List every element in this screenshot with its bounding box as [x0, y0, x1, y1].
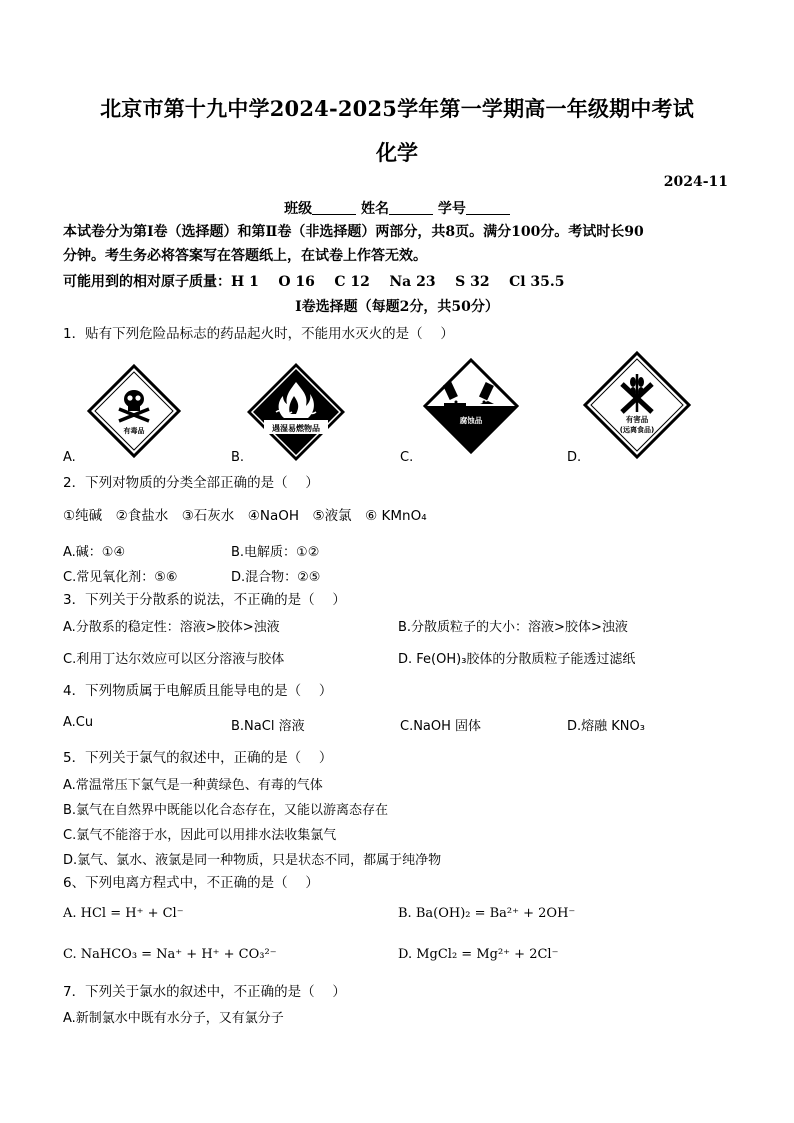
q5-option-d[interactable]: D.氯气、氯水、液氯是同一种物质，只是状态不同，都属于纯净物 — [63, 853, 442, 868]
q5-option-a[interactable]: A.常温常压下氯气是一种黄绿色、有毒的气体 — [63, 778, 323, 793]
q6-option-d[interactable]: D. MgCl₂ = Mg²⁺ + 2Cl⁻ — [398, 947, 559, 962]
q4-stem: 4．下列物质属于电解质且能导电的是（ ） — [63, 683, 333, 699]
q1-option-c[interactable]: C. — [400, 450, 414, 465]
q2-items: ①纯碱 ②食盐水 ③石灰水 ④NaOH ⑤液氯 ⑥ KMnO₄ — [63, 508, 427, 524]
q6-option-c[interactable]: C. NaHCO₃ = Na⁺ + H⁺ + CO₃²⁻ — [63, 947, 277, 962]
q1-option-b[interactable]: B. — [231, 450, 245, 465]
q6-option-b[interactable]: B. Ba(OH)₂ = Ba²⁺ + 2OH⁻ — [398, 906, 576, 921]
section-title: Ⅰ卷选择题（每题2分，共50分） — [295, 299, 499, 315]
atomic-masses: 可能用到的相对原子质量：H 1 O 16 C 12 Na 23 S 32 Cl 35.5 — [63, 274, 565, 290]
flammable-wet-label: 遇湿易燃物品 — [272, 424, 320, 433]
q1-option-d[interactable]: D. — [567, 450, 582, 465]
intro-line-1: 本试卷分为第Ⅰ卷（选择题）和第Ⅱ卷（非选择题）两部分，共8页。满分100分。考试时长90 — [63, 224, 644, 240]
q2-option-a[interactable]: A.碱：①④ — [63, 545, 126, 560]
q5-option-b[interactable]: B.氯气在自然界中既能以化合态存在，又能以游离态存在 — [63, 803, 389, 818]
id-blank[interactable] — [466, 200, 510, 215]
name-blank[interactable] — [389, 200, 433, 215]
q5-option-c[interactable]: C.氯气不能溶于水，因此可以用排水法收集氯气 — [63, 828, 337, 843]
corrosive-sign — [422, 357, 520, 455]
toxic-sign — [86, 363, 182, 459]
exam-title: 北京市第十九中学2024-2025学年第一学期高一年级期中考试 — [100, 96, 694, 121]
harmful-label: 有害品 — [625, 415, 649, 424]
student-info-line — [0, 199, 794, 219]
q5-stem: 5．下列关于氯气的叙述中，正确的是（ ） — [63, 750, 333, 766]
q4-option-a[interactable]: A.Cu — [63, 715, 94, 730]
subject-title: 化学 — [376, 140, 418, 165]
harmful-sign — [582, 350, 692, 460]
id-label: 学号 — [437, 201, 466, 217]
q7-stem: 7．下列关于氯水的叙述中，不正确的是（ ） — [63, 984, 346, 1000]
q3-stem: 3．下列关于分散系的说法，不正确的是（ ） — [63, 592, 346, 608]
q1-stem: 1．贴有下列危险品标志的药品起火时，不能用水灭火的是（ ） — [63, 326, 454, 342]
q7-option-a[interactable]: A.新制氯水中既有水分子，又有氯分子 — [63, 1011, 284, 1026]
exam-date: 2024-11 — [663, 174, 728, 190]
name-label: 姓名 — [361, 201, 389, 217]
q3-option-b[interactable]: B.分散质粒子的大小：溶液>胶体>浊液 — [398, 620, 628, 635]
class-label: 班级 — [284, 201, 313, 217]
q2-option-b[interactable]: B.电解质：①② — [231, 545, 320, 560]
q4-option-d[interactable]: D.熔融 KNO₃ — [567, 719, 645, 734]
corrosive-label: 腐蚀品 — [459, 416, 483, 425]
q3-option-a[interactable]: A.分散系的稳定性：溶液>胶体>浊液 — [63, 620, 280, 635]
q6-option-a[interactable]: A. HCl = H⁺ + Cl⁻ — [63, 906, 184, 921]
q2-stem: 2．下列对物质的分类全部正确的是（ ） — [63, 475, 319, 491]
q1-option-a[interactable]: A. — [63, 450, 76, 465]
class-blank[interactable] — [312, 200, 356, 215]
q3-option-d[interactable]: D. Fe(OH)₃胶体的分散质粒子能透过滤纸 — [398, 652, 636, 667]
q3-option-c[interactable]: C.利用丁达尔效应可以区分溶液与胶体 — [63, 652, 285, 667]
toxic-label: 有毒品 — [123, 427, 145, 435]
q4-option-b[interactable]: B.NaCl 溶液 — [231, 719, 305, 734]
flammable-wet-sign — [244, 360, 348, 464]
harmful-label-2: (远离食品) — [619, 426, 655, 434]
intro-line-2: 分钟。考生务必将答案写在答题纸上，在试卷上作答无效。 — [63, 248, 427, 264]
q6-stem: 6、下列电离方程式中，不正确的是（ ） — [63, 875, 319, 891]
q2-option-c[interactable]: C.常见氧化剂：⑤⑥ — [63, 570, 178, 585]
q2-option-d[interactable]: D.混合物：②⑤ — [231, 570, 321, 585]
q4-option-c[interactable]: C.NaOH 固体 — [400, 719, 482, 734]
